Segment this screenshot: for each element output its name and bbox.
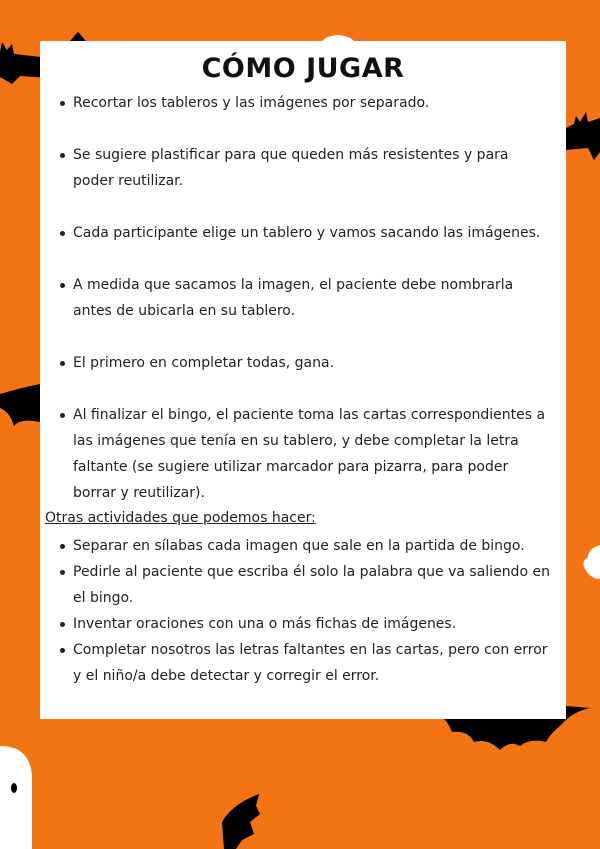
list-item: Completar nosotros las letras faltantes en las cartas, pero con error y el niño/a debe detectar y corregir el error. [40,637,566,689]
list-item: Al finalizar el bingo, el paciente toma las cartas correspondientes a las imágenes que tenía en su tablero, y debe completar la letra faltante (se sugiere utilizar marcador para pizarra, para poder borrar y reutilizar). [40,402,566,506]
instructions-panel [40,41,566,719]
list-item: Cada participante elige un tablero y vamos sacando las imágenes. [40,220,566,246]
other-activities-list [40,533,566,689]
bat-icon [222,794,262,849]
list-item: Separar en sílabas cada imagen que sale en la partida de bingo. [40,533,566,559]
other-activities-heading: Otras actividades que podemos hacer: [45,510,316,526]
list-item: Recortar los tableros y las imágenes por separado. [40,90,566,116]
list-item: A medida que sacamos la imagen, el paciente debe nombrarla antes de ubicarla en su tablero. [40,272,566,324]
instructions-list [40,90,566,532]
bat-icon [0,378,40,428]
ghost-icon [0,746,34,849]
list-item: Pedirle al paciente que escriba él solo la palabra que va saliendo en el bingo. [40,559,566,611]
bat-icon [566,108,600,164]
list-item: Se sugiere plastificar para que queden más resistentes y para poder reutilizar. [40,142,566,194]
page-title: CÓMO JUGAR [201,53,405,84]
list-item: El primero en completar todas, gana. [40,350,566,376]
ghost-icon [582,545,600,585]
list-item: Inventar oraciones con una o más fichas de imágenes. [40,611,566,637]
